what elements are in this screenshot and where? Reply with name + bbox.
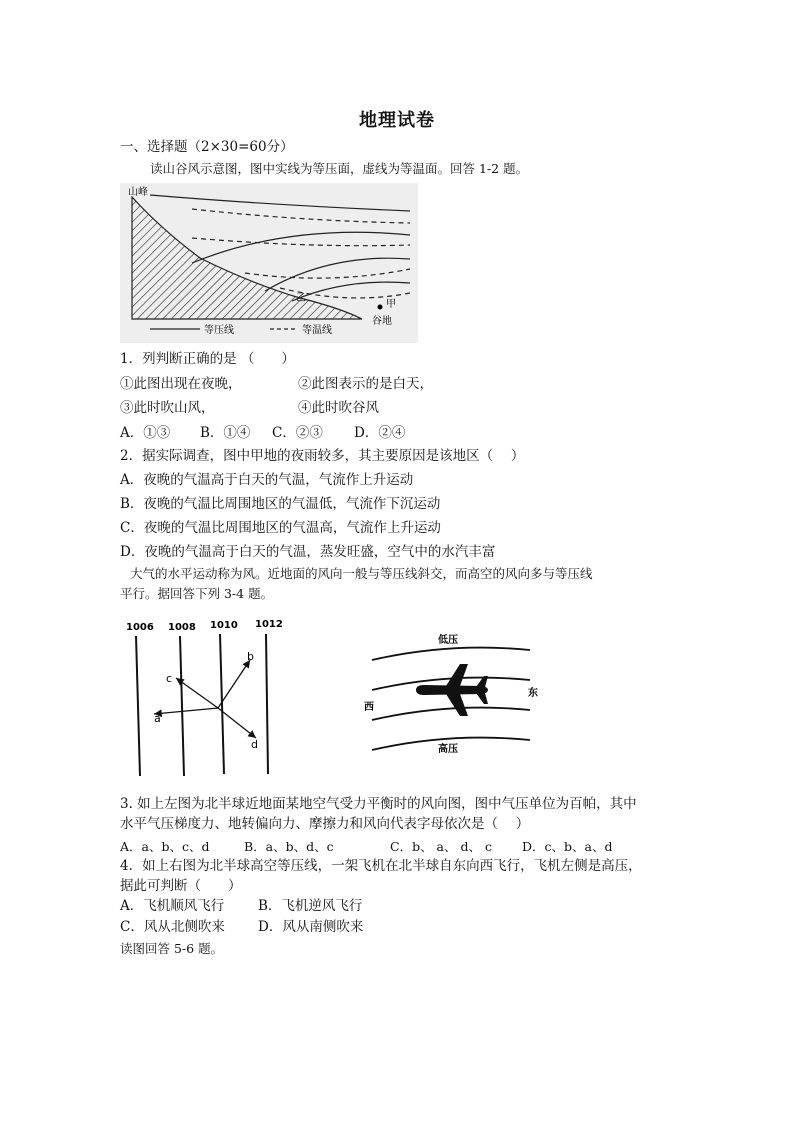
q1-choice-a: A．①③ [120,425,171,441]
q2-option-c: C．夜晚的气温比周围地区的气温高，气流作上升运动 [120,520,441,536]
q1-option-4: ④此时吹谷风 [298,400,379,416]
intro-text-2-line2: 平行。据回答下列 3-4 题。 [120,586,274,601]
q2-stem: 2．据实际调查，图中甲地的夜雨较多，其主要原因是该地区（ ） [120,448,525,464]
q4-stem-line1: 4．如上右图为北半球高空等压线，一架飞机在北半球自东向西飞行，飞机左侧是高压， [120,858,642,874]
page-title: 地理试卷 [359,110,435,131]
q4-option-d: D．风从南侧吹来 [258,919,364,935]
q1-stem: 1．列判断正确的是 （ ） [120,351,295,367]
west-label: 西 [364,702,374,713]
valley-label: 谷地 [372,316,392,327]
q1-choice-c: C．②③ [272,425,323,441]
q3-choice-c: C．b、 a、 d、 c [390,839,492,854]
q2-option-d: D．夜晚的气温高于白天的气温，蒸发旺盛，空气中的水汽丰富 [120,544,496,560]
q4-option-b: B．飞机逆风飞行 [258,898,363,914]
arrow-label-a: a [154,712,161,725]
arrow-label-d: d [251,738,258,751]
isobar-label-1006: 1006 [126,622,154,633]
q1-choice-b: B．①④ [200,425,251,441]
isobar-label-1012: 1012 [255,619,283,630]
isobar-force-figure [120,610,300,780]
isobar-label-1010: 1010 [210,620,238,631]
q4-stem-line2: 据此可判断（ ） [120,878,242,894]
q4-option-a: A．飞机顺风飞行 [120,898,225,914]
yi-label: 乙 [296,293,306,304]
q3-choice-a: A．a、b、c、d [120,839,210,854]
q4-option-c: C．风从北侧吹来 [120,919,225,935]
q3-stem-line1: 3. 如上左图为北半球近地面某地空气受力平衡时的风向图，图中气压单位为百帕，其中 [120,796,637,812]
q3-choice-d: D．c、b、a、d [522,839,613,854]
arrow-label-b: b [247,650,254,663]
high-pressure-label: 高压 [438,744,458,755]
intro-text-3: 读图回答 5-6 题。 [120,941,224,956]
jia-label: 甲 [386,299,396,310]
q2-option-b: B．夜晚的气温比周围地区的气温低，气流作下沉运动 [120,496,441,512]
airplane-isobar-figure [360,628,540,758]
q3-choice-b: B．a、b、d、c [244,839,334,854]
intro-text-1: 读山谷风示意图，图中实线为等压面，虚线为等温面。回答 1-2 题。 [150,161,529,176]
q2-option-a: A．夜晚的气温高于白天的气温，气流作上升运动 [120,472,414,488]
q1-option-1: ①此图出现在夜晚， [120,376,242,392]
intro-text-2-line1: 大气的水平运动称为风。近地面的风向一般与等压线斜交，而高空的风向多与等压线 [130,566,593,581]
legend-isobar: 等压线 [204,325,234,336]
peak-label: 山峰 [128,187,148,198]
q3-stem-line2: 水平气压梯度力、地转偏向力、摩擦力和风向代表字母依次是（ ） [120,816,530,832]
mountain-valley-figure [120,183,418,343]
legend-isotherm: 等温线 [302,325,332,336]
low-pressure-label: 低压 [438,635,458,646]
q1-option-3: ③此时吹山风， [120,400,215,416]
point-jia-marker [378,305,383,310]
east-label: 东 [528,688,538,699]
arrow-label-c: c [166,672,173,685]
q1-choice-d: D．②④ [354,425,406,441]
q1-option-2: ②此图表示的是白天， [298,376,433,392]
section-heading: 一、选择题（2×30=60分） [120,139,294,155]
isobar-label-1008: 1008 [168,622,196,633]
